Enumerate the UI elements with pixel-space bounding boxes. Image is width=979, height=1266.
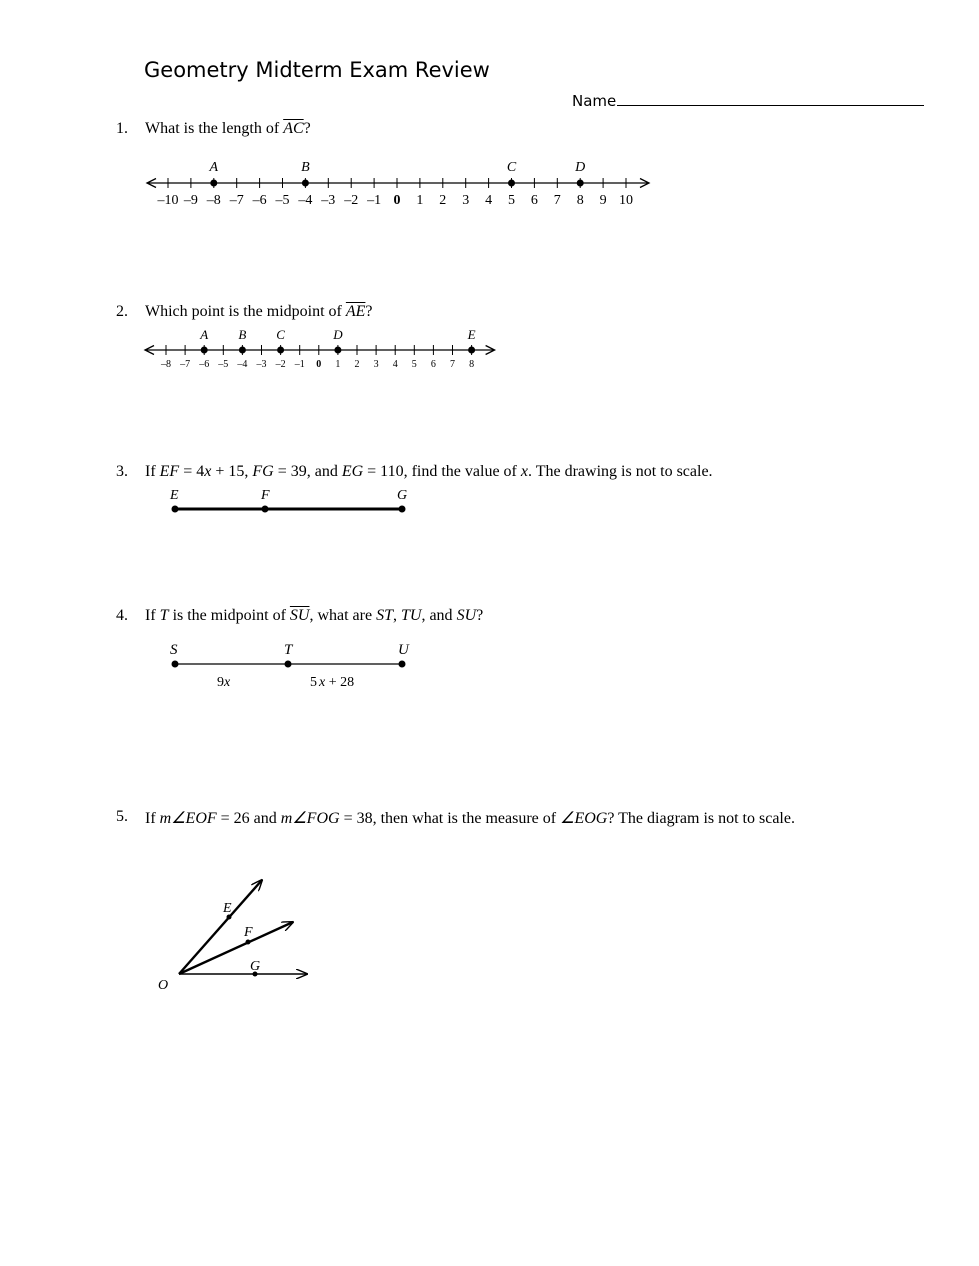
q1-tick-label: 4 <box>485 193 493 208</box>
label-o: O <box>158 978 169 993</box>
q2-point-label-d: D <box>333 327 343 342</box>
point-t <box>285 661 292 668</box>
q1-tick-label: –7 <box>229 193 244 208</box>
q1-tick-label: –3 <box>321 193 336 208</box>
label-f: F <box>244 925 253 940</box>
q1-tick-label: –9 <box>183 193 198 208</box>
q2-tick-label: 6 <box>430 359 436 370</box>
segment-su: $\overline{SU}$ <box>289 607 310 624</box>
point-e <box>172 506 179 513</box>
q1-tick-label: 2 <box>439 193 447 208</box>
q1-point-label-a: A <box>209 160 219 175</box>
q2-tick-label: 3 <box>373 359 379 370</box>
question-5-text: If m∠EOF = 26 and m∠FOG = 38, then what is the measure of ∠EOG? The diagram is not to scale. <box>145 810 795 827</box>
q1-tick-label: 5 <box>508 193 515 208</box>
question-1-text: What is the length of $\overline{AC}$? <box>145 120 311 137</box>
segment-ac: $\overline{AC}$ <box>283 120 304 137</box>
point-g <box>399 506 406 513</box>
q2-tick-label: –4 <box>237 359 248 370</box>
point-f <box>246 940 251 945</box>
q2-tick-label: –5 <box>218 359 229 370</box>
label-t: T <box>284 642 293 658</box>
question-2-text: Which point is the midpoint of $\overline{AE}$? <box>145 303 373 320</box>
angle-eog-diagram <box>150 860 330 1005</box>
q2-tick-label: 7 <box>450 359 455 370</box>
q2-point-label-b: B <box>238 327 247 342</box>
q2-point-label-e: E <box>467 327 476 342</box>
page-title: Geometry Midterm Exam Review <box>144 58 490 82</box>
label-s: S <box>170 642 178 658</box>
q1-tick-label: –4 <box>298 193 313 208</box>
q1-point-label-c: C <box>506 160 517 175</box>
q2-tick-label: –8 <box>161 359 171 370</box>
expression-tu: 5 x + 28 <box>310 675 355 690</box>
q1-tick-label: 9 <box>599 193 607 208</box>
q2-tick-label: 2 <box>354 359 360 370</box>
number-line-2 <box>0 0 979 400</box>
q2-point-label-c: C <box>276 327 285 342</box>
q1-point-label-d: D <box>575 160 586 175</box>
q2-tick-label: –6 <box>199 359 210 370</box>
label-g: G <box>250 959 261 974</box>
q2-point-d <box>334 347 341 354</box>
q1-tick-label: 6 <box>530 193 538 208</box>
q1-tick-label: –5 <box>275 193 290 208</box>
label-e: E <box>170 488 179 503</box>
q2-point-a <box>201 347 208 354</box>
question-2-number: 2. <box>116 303 128 320</box>
q1-tick-label: 10 <box>619 193 633 208</box>
point-f <box>262 506 269 513</box>
q1-tick-label: 1 <box>416 193 424 208</box>
question-1-number: 1. <box>116 120 128 137</box>
q2-tick-label: 0 <box>316 359 322 370</box>
q2-tick-label: –1 <box>294 359 305 370</box>
expression-st: 9x <box>217 675 231 690</box>
question-4-text: If T is the midpoint of $\overline{SU}$, what are ST, TU, and SU? <box>145 607 484 624</box>
question-4-number: 4. <box>116 607 128 624</box>
q1-tick-label: –1 <box>367 193 382 208</box>
q1-tick-label: –2 <box>344 193 359 208</box>
q2-tick-label: 5 <box>411 359 417 370</box>
question-3-number: 3. <box>116 463 128 480</box>
q1-point-label-b: B <box>301 160 310 175</box>
q1-tick-label: 7 <box>553 193 561 208</box>
q1-tick-label: 8 <box>576 193 584 208</box>
label-f: F <box>261 488 270 503</box>
q1-tick-label: –6 <box>252 193 267 208</box>
q2-point-c <box>277 347 284 354</box>
q2-tick-label: 8 <box>469 359 475 370</box>
segment-stu-diagram <box>160 638 420 693</box>
q2-point-e <box>468 347 475 354</box>
ray-of <box>179 922 293 974</box>
q1-tick-label: 3 <box>462 193 470 208</box>
q2-tick-label: –2 <box>275 359 286 370</box>
point-u <box>399 661 406 668</box>
question-3-text: If EF = 4x + 15, FG = 39, and EG = 110, find the value of x. The drawing is not to scale. <box>145 463 713 480</box>
segment-efg-diagram <box>160 482 420 522</box>
q2-tick-label: –7 <box>180 359 191 370</box>
point-s <box>172 661 179 668</box>
q2-tick-label: 4 <box>392 359 398 370</box>
label-g: G <box>397 488 408 503</box>
question-5-number: 5. <box>116 808 128 825</box>
segment-ae: $\overline{AE}$ <box>345 303 366 320</box>
q2-tick-label: –3 <box>256 359 267 370</box>
name-label: Name <box>572 92 617 110</box>
q1-tick-label: –8 <box>206 193 221 208</box>
q1-tick-label: 0 <box>393 193 401 208</box>
label-u: U <box>398 642 409 658</box>
q2-tick-label: 1 <box>335 359 341 370</box>
q2-point-b <box>239 347 246 354</box>
q2-point-label-a: A <box>200 327 209 342</box>
q1-tick-label: –10 <box>157 193 179 208</box>
label-e: E <box>223 901 232 916</box>
